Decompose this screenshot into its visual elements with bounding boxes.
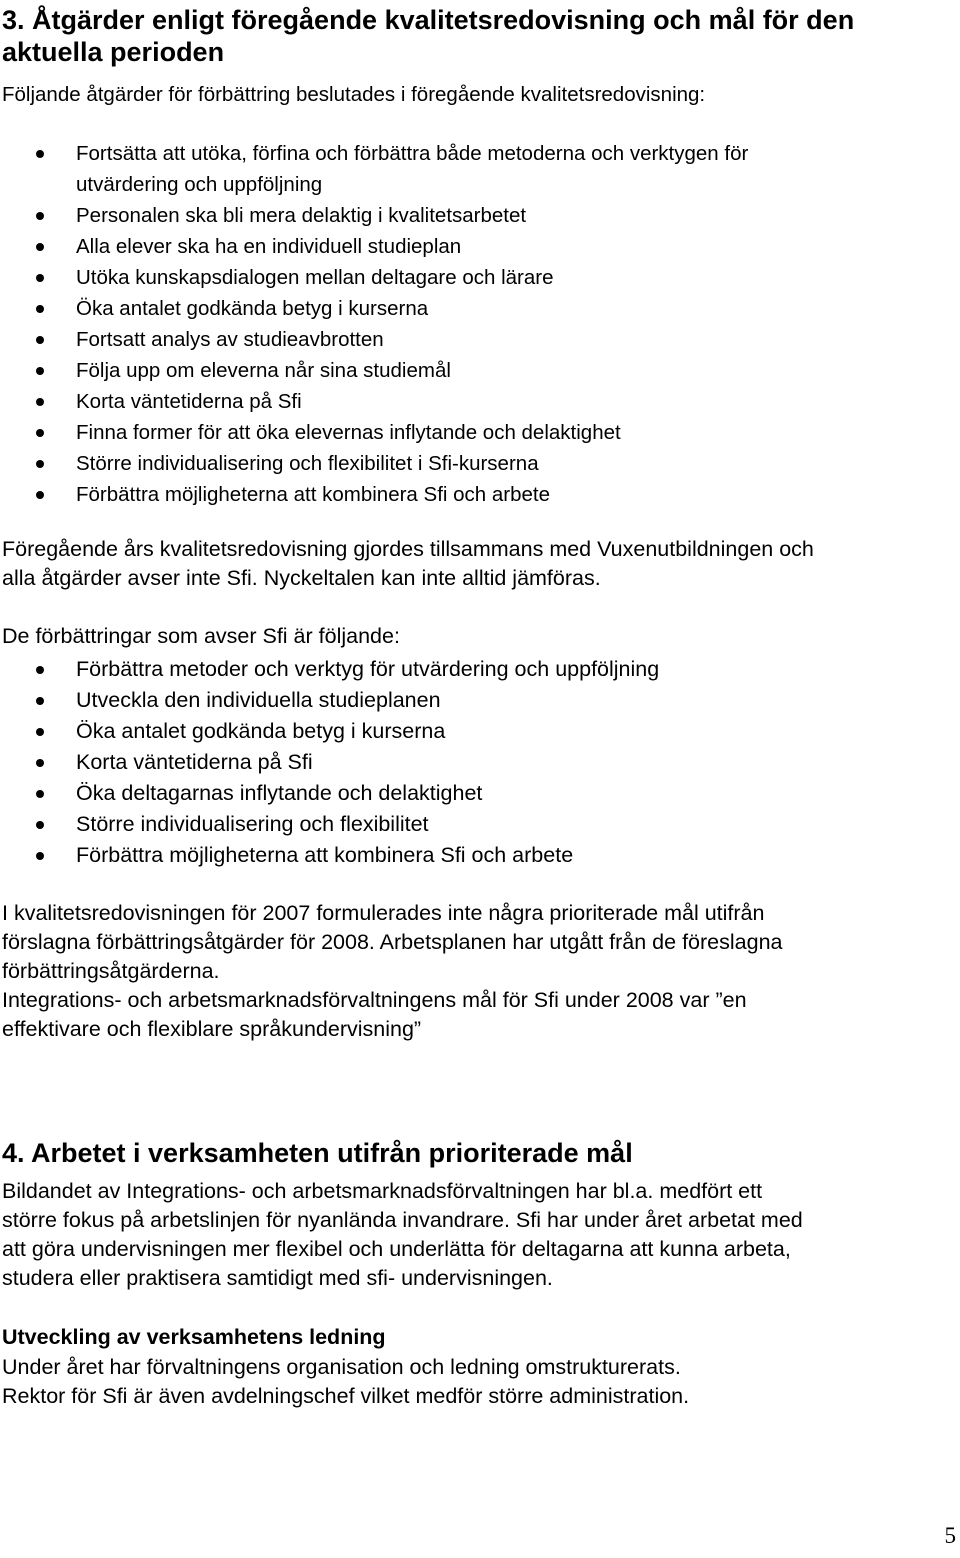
leadership-line-1: Under året har förvaltningens organisation och ledning omstrukturerats.	[2, 1355, 681, 1379]
list-item	[0, 417, 748, 448]
sfi-improvements-intro: De förbättringar som avser Sfi är följande:	[2, 624, 400, 648]
bullet-icon	[36, 460, 44, 468]
list-item	[0, 138, 748, 200]
goal-line-2: effektivare och flexiblare språkundervisning”	[2, 1017, 422, 1041]
list-item	[0, 231, 748, 262]
report-line-3: förbättringsåtgärderna.	[2, 959, 220, 983]
bullet-icon	[36, 336, 44, 344]
list-item	[0, 200, 748, 231]
list-item-text: Förbättra metoder och verktyg för utvärdering och uppföljning	[76, 657, 660, 681]
list-item-text: Större individualisering och flexibilitet	[76, 812, 429, 836]
list-item-text: Personalen ska bli mera delaktig i kvalitetsarbetet	[76, 204, 527, 227]
section-3-intro: Följande åtgärder för förbättring beslutades i föregående kvalitetsredovisning:	[2, 83, 706, 106]
list-item-text: Korta väntetiderna på Sfi	[76, 750, 313, 774]
list-item	[0, 747, 659, 778]
bullet-icon	[36, 821, 44, 829]
list-item-text: Öka antalet godkända betyg i kurserna	[76, 297, 429, 320]
section-3-heading-line-1: 3. Åtgärder enligt föregående kvalitetsredovisning och mål för den	[2, 5, 855, 35]
list-item-text: Större individualisering och flexibilitet i Sfi-kurserna	[76, 452, 539, 475]
leadership-line-2: Rektor för Sfi är även avdelningschef vilket medför större administration.	[2, 1384, 690, 1408]
list-item-text: Öka deltagarnas inflytande och delaktighet	[76, 781, 483, 805]
list-item	[0, 355, 748, 386]
bullet-icon	[36, 790, 44, 798]
list-item	[0, 386, 748, 417]
list-item	[0, 324, 748, 355]
section-4-body-line-1: Bildandet av Integrations- och arbetsmarknadsförvaltningen har bl.a. medfört ett	[2, 1179, 763, 1203]
list-item	[0, 448, 748, 479]
list-item	[0, 262, 748, 293]
list-item-text-continued: utvärdering och uppföljning	[76, 173, 323, 196]
sfi-improvements-list	[0, 654, 659, 871]
leadership-subheading: Utveckling av verksamhetens ledning	[2, 1325, 386, 1349]
list-item-text: Fortsatt analys av studieavbrotten	[76, 328, 384, 351]
section-4-body-line-4: studera eller praktisera samtidigt med sfi- undervisningen.	[2, 1266, 553, 1290]
list-item-text: Förbättra möjligheterna att kombinera Sfi och arbete	[76, 483, 551, 506]
list-item-text: Utöka kunskapsdialogen mellan deltagare och lärare	[76, 266, 554, 289]
list-item-text: Öka antalet godkända betyg i kurserna	[76, 719, 446, 743]
report-line-1: I kvalitetsredovisningen för 2007 formulerades inte några prioriterade mål utifrån	[2, 901, 765, 925]
section-3-heading-line-2: aktuella perioden	[2, 37, 225, 67]
note-line-1: Föregående års kvalitetsredovisning gjordes tillsammans med Vuxenutbildningen och	[2, 537, 814, 561]
report-line-2: förslagna förbättringsåtgärder för 2008. Arbetsplanen har utgått från de föreslagna	[2, 930, 783, 954]
bullet-icon	[36, 212, 44, 220]
list-item-text: Finna former för att öka elevernas inflytande och delaktighet	[76, 421, 621, 444]
bullet-icon	[36, 429, 44, 437]
page-number: 5	[944, 1523, 956, 1548]
bullet-icon	[36, 491, 44, 499]
list-item	[0, 685, 659, 716]
bullet-icon	[36, 367, 44, 375]
bullet-icon	[36, 150, 44, 158]
list-item-text: Fortsätta att utöka, förfina och förbättra både metoderna och verktygen för	[76, 142, 749, 165]
bullet-icon	[36, 852, 44, 860]
bullet-icon	[36, 759, 44, 767]
section-4-body-line-2: större fokus på arbetslinjen för nyanlända invandrare. Sfi har under året arbetat med	[2, 1208, 803, 1232]
list-item-text: Korta väntetiderna på Sfi	[76, 390, 302, 413]
list-item-text: Följa upp om eleverna når sina studiemål	[76, 359, 451, 382]
bullet-icon	[36, 305, 44, 313]
bullet-icon	[36, 398, 44, 406]
bullet-icon	[36, 697, 44, 705]
section-4-heading: 4. Arbetet i verksamheten utifrån prioriterade mål	[2, 1138, 633, 1168]
list-item	[0, 840, 659, 871]
list-item	[0, 293, 748, 324]
bullet-icon	[36, 243, 44, 251]
list-item	[0, 479, 748, 510]
section-4-body-line-3: att göra undervisningen mer flexibel och underlätta för deltagarna att kunna arbeta,	[2, 1237, 791, 1261]
list-item	[0, 778, 659, 809]
measures-list	[0, 138, 748, 510]
list-item	[0, 654, 659, 685]
note-line-2: alla åtgärder avser inte Sfi. Nyckeltalen kan inte alltid jämföras.	[2, 566, 601, 590]
list-item-text: Alla elever ska ha en individuell studieplan	[76, 235, 462, 258]
list-item	[0, 716, 659, 747]
bullet-icon	[36, 666, 44, 674]
goal-line-1: Integrations- och arbetsmarknadsförvaltningens mål för Sfi under 2008 var ”en	[2, 988, 747, 1012]
list-item	[0, 809, 659, 840]
bullet-icon	[36, 728, 44, 736]
bullet-icon	[36, 274, 44, 282]
list-item-text: Utveckla den individuella studieplanen	[76, 688, 441, 712]
list-item-text: Förbättra möjligheterna att kombinera Sfi och arbete	[76, 843, 574, 867]
